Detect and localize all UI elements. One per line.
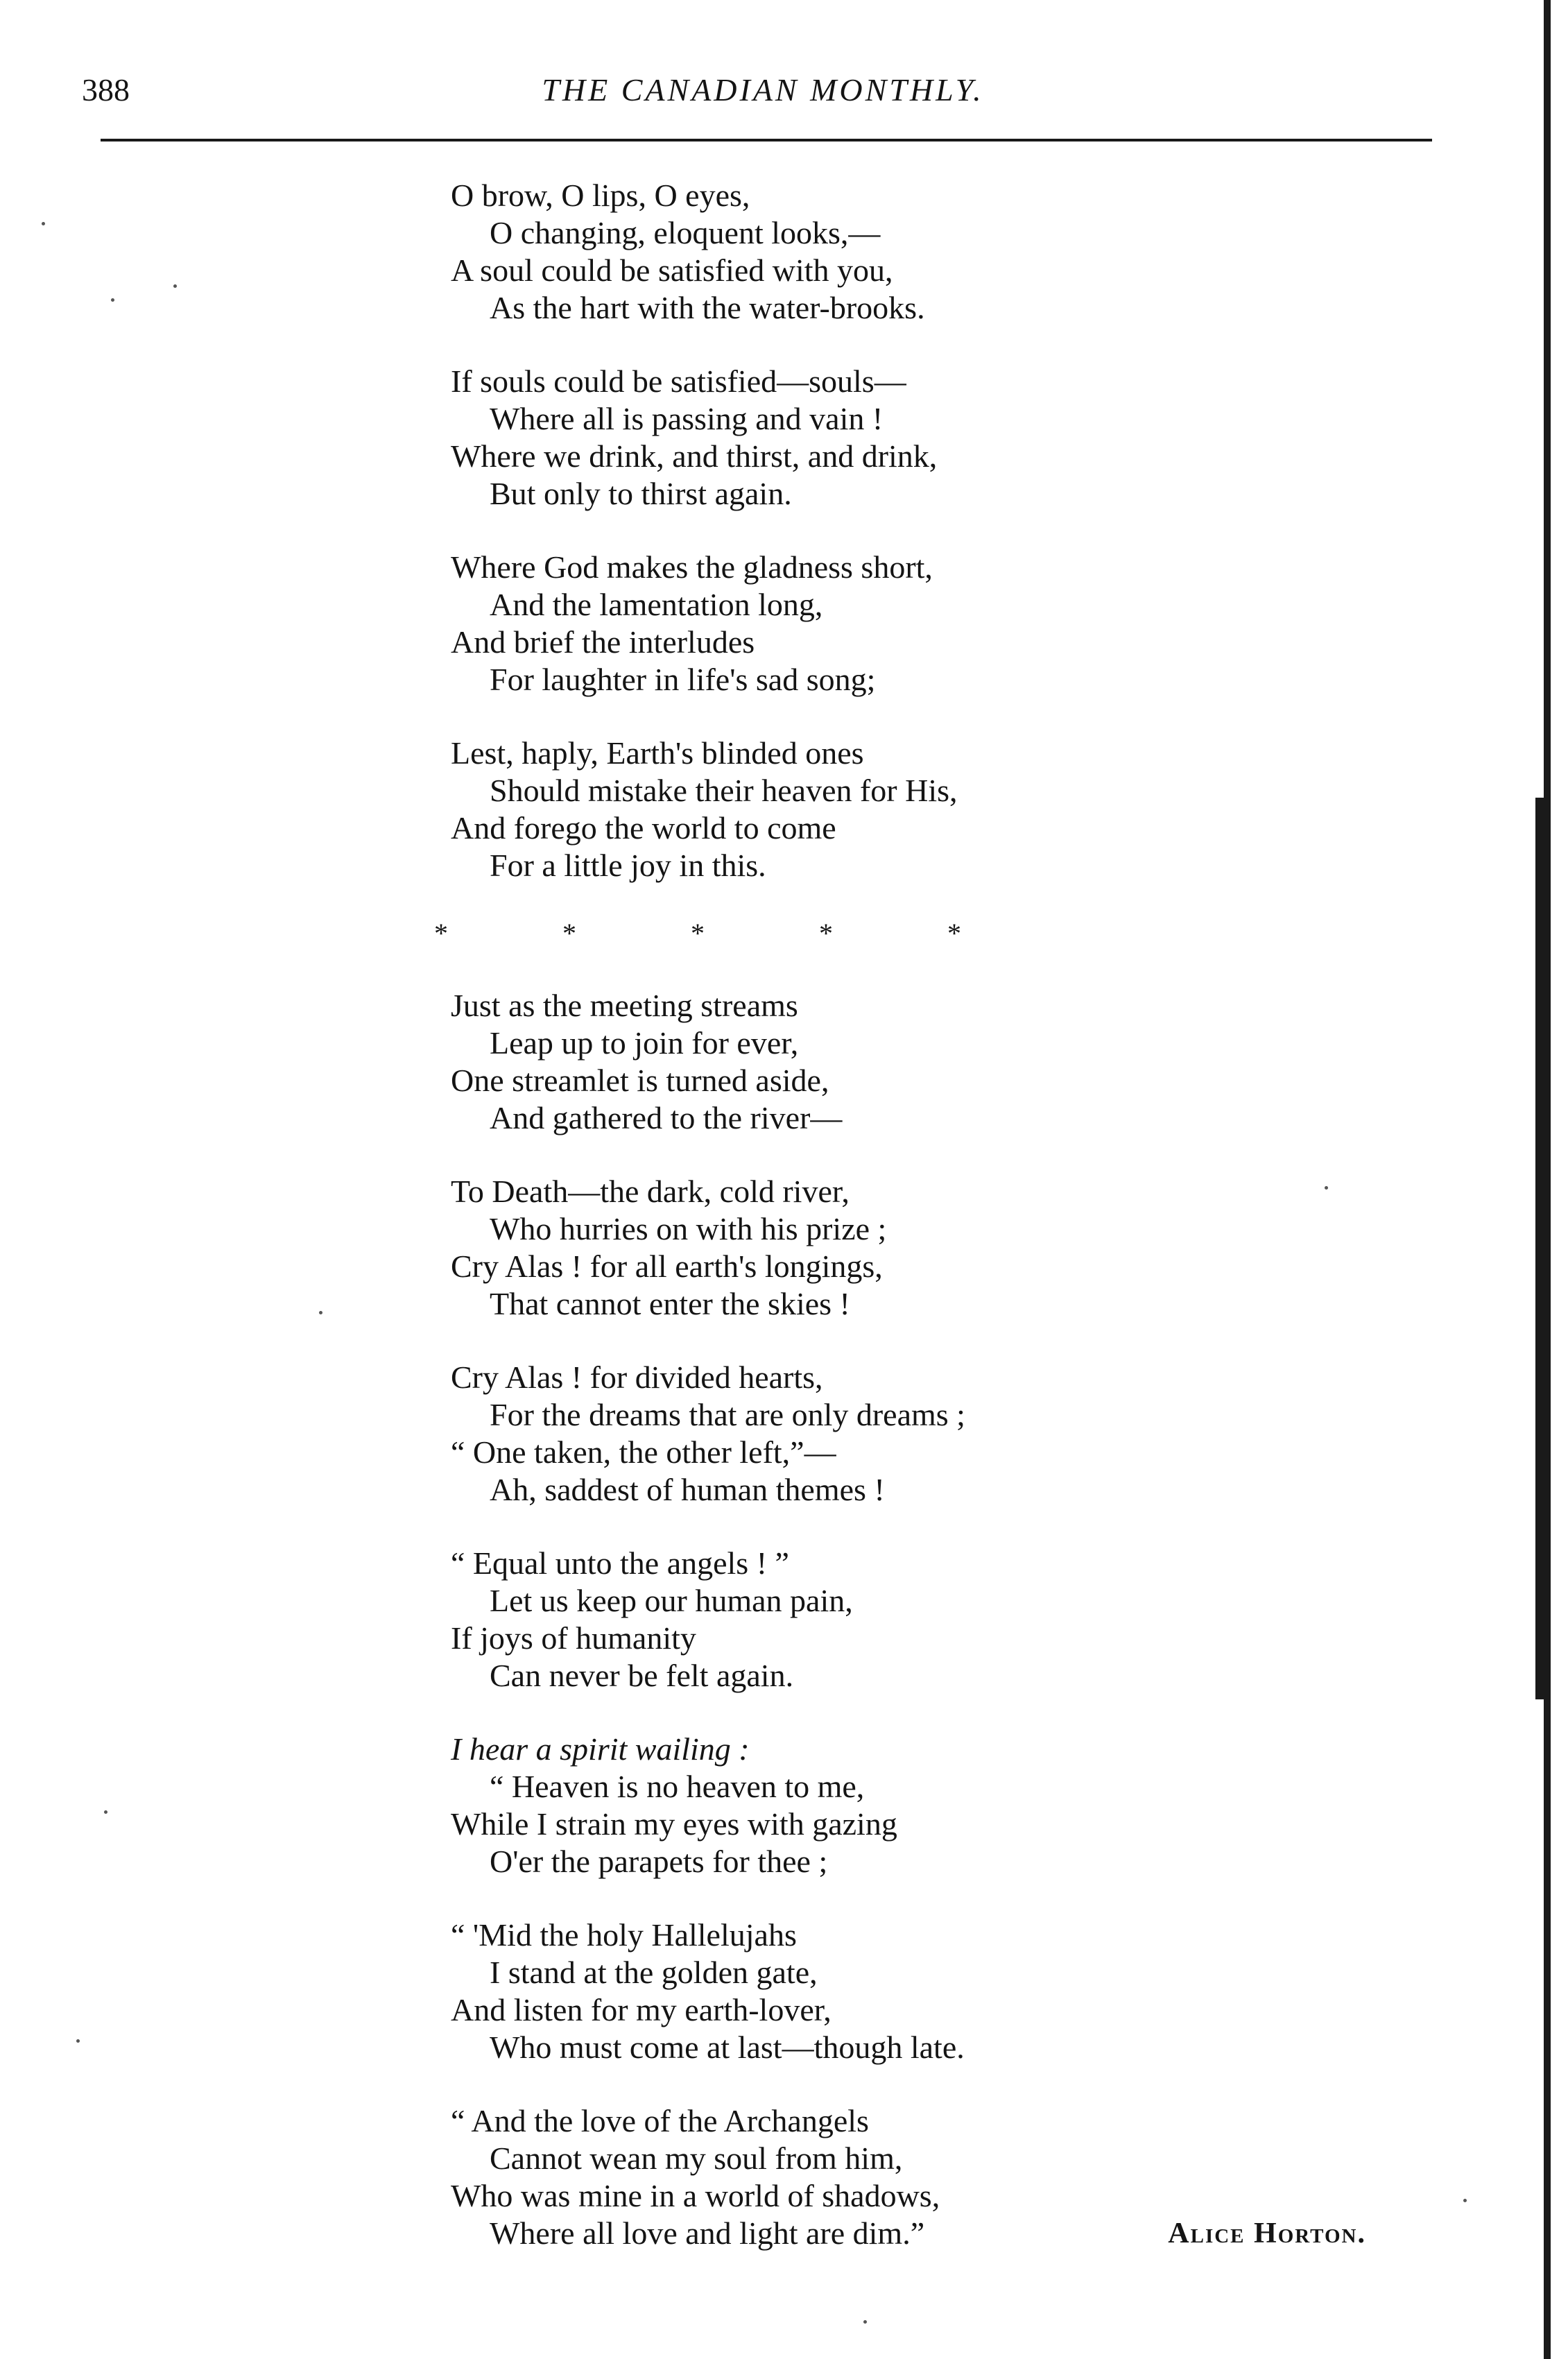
page-number: 388 bbox=[82, 72, 130, 108]
poem-line: Can never be felt again. bbox=[490, 1658, 794, 1693]
poem-line: Lest, haply, Earth's blinded ones bbox=[451, 735, 864, 771]
poem-line: Who hurries on with his prize ; bbox=[490, 1211, 887, 1246]
stanza-5 bbox=[451, 987, 1352, 1137]
running-title: THE CANADIAN MONTHLY. bbox=[542, 72, 984, 108]
poem-line: O brow, O lips, O eyes, bbox=[451, 178, 750, 213]
section-break-star: * bbox=[947, 918, 961, 949]
poem-line: Who was mine in a world of shadows, bbox=[451, 2178, 940, 2213]
poem-line: But only to thirst again. bbox=[490, 476, 792, 511]
poem-line: Should mistake their heaven for His, bbox=[490, 773, 958, 808]
poem-line: Let us keep our human pain, bbox=[490, 1583, 853, 1618]
scan-speck bbox=[42, 222, 45, 225]
poem-line: I hear a spirit wailing : bbox=[451, 1731, 750, 1767]
poem-line: And listen for my earth-lover, bbox=[451, 1992, 832, 2027]
scan-speck bbox=[1463, 2199, 1467, 2202]
poem-line: “ Heaven is no heaven to me, bbox=[490, 1769, 865, 1804]
poem-line: Cry Alas ! for all earth's longings, bbox=[451, 1249, 883, 1284]
poem-line: One streamlet is turned aside, bbox=[451, 1063, 829, 1098]
poem-line: “ Equal unto the angels ! ” bbox=[451, 1545, 789, 1581]
page-edge-shadow-thick bbox=[1535, 798, 1548, 1699]
scan-speck bbox=[104, 1810, 107, 1814]
section-break-star: * bbox=[691, 918, 705, 949]
poem-line: For the dreams that are only dreams ; bbox=[490, 1397, 965, 1432]
poem-line: Cannot wean my soul from him, bbox=[490, 2141, 903, 2176]
poem-line: I stand at the golden gate, bbox=[490, 1955, 818, 1990]
stanza-7 bbox=[451, 1359, 1352, 1509]
poem-line: Leap up to join for ever, bbox=[490, 1025, 799, 1061]
poem-line: “ One taken, the other left,”— bbox=[451, 1434, 836, 1470]
stanza-8 bbox=[451, 1545, 1352, 1695]
poem-line: Where all is passing and vain ! bbox=[490, 401, 884, 436]
scan-speck bbox=[1325, 1186, 1328, 1190]
scan-speck bbox=[111, 298, 114, 302]
poem-line: Where God makes the gladness short, bbox=[451, 549, 933, 585]
scan-speck bbox=[319, 1311, 322, 1314]
section-break-star: * bbox=[819, 918, 833, 949]
poem-line: O'er the parapets for thee ; bbox=[490, 1844, 828, 1879]
section-break-star: * bbox=[562, 918, 576, 949]
stanza-9 bbox=[451, 1731, 1352, 1880]
poem-line: And gathered to the river— bbox=[490, 1100, 843, 1135]
poem-line: For laughter in life's sad song; bbox=[490, 662, 876, 697]
header-rule bbox=[101, 139, 1432, 141]
scan-speck bbox=[76, 2039, 80, 2043]
section-break-star: * bbox=[434, 918, 448, 949]
poem-line: While I strain my eyes with gazing bbox=[451, 1806, 897, 1842]
poem-line: Cry Alas ! for divided hearts, bbox=[451, 1359, 823, 1395]
poem-line: And forego the world to come bbox=[451, 810, 836, 846]
poem-line: And the lamentation long, bbox=[490, 587, 823, 622]
poem-line: Who must come at last—though late. bbox=[490, 2030, 965, 2065]
poem-line: O changing, eloquent looks,— bbox=[490, 215, 881, 250]
stanza-4 bbox=[451, 735, 1352, 884]
scan-speck bbox=[863, 2320, 867, 2324]
poem-line: If souls could be satisfied—souls— bbox=[451, 363, 906, 399]
poem-line: Where all love and light are dim.” bbox=[490, 2215, 925, 2251]
stanza-3 bbox=[451, 549, 1352, 698]
poem-line: A soul could be satisfied with you, bbox=[451, 252, 893, 288]
poem-line: To Death—the dark, cold river, bbox=[451, 1174, 850, 1209]
poem-line: And brief the interludes bbox=[451, 624, 755, 660]
poem-line: Ah, saddest of human themes ! bbox=[490, 1472, 885, 1507]
stanza-2 bbox=[451, 363, 1352, 513]
poem-line: Where we drink, and thirst, and drink, bbox=[451, 438, 938, 474]
poem-line: “ 'Mid the holy Hallelujahs bbox=[451, 1917, 797, 1953]
poem-line: Just as the meeting streams bbox=[451, 988, 798, 1023]
section-break bbox=[434, 915, 961, 952]
stanza-6 bbox=[451, 1173, 1352, 1323]
poem-line: As the hart with the water-brooks. bbox=[490, 290, 925, 325]
poem-line: For a little joy in this. bbox=[490, 848, 766, 883]
author-signature: Alice Horton. bbox=[1168, 2218, 1366, 2249]
poem-line: “ And the love of the Archangels bbox=[451, 2103, 869, 2138]
stanza-10 bbox=[451, 1916, 1352, 2066]
scan-speck bbox=[173, 284, 177, 288]
stanza-1 bbox=[451, 177, 1352, 327]
poem-line: That cannot enter the skies ! bbox=[490, 1286, 850, 1321]
poem-line: If joys of humanity bbox=[451, 1620, 696, 1656]
poem bbox=[434, 177, 1352, 2288]
